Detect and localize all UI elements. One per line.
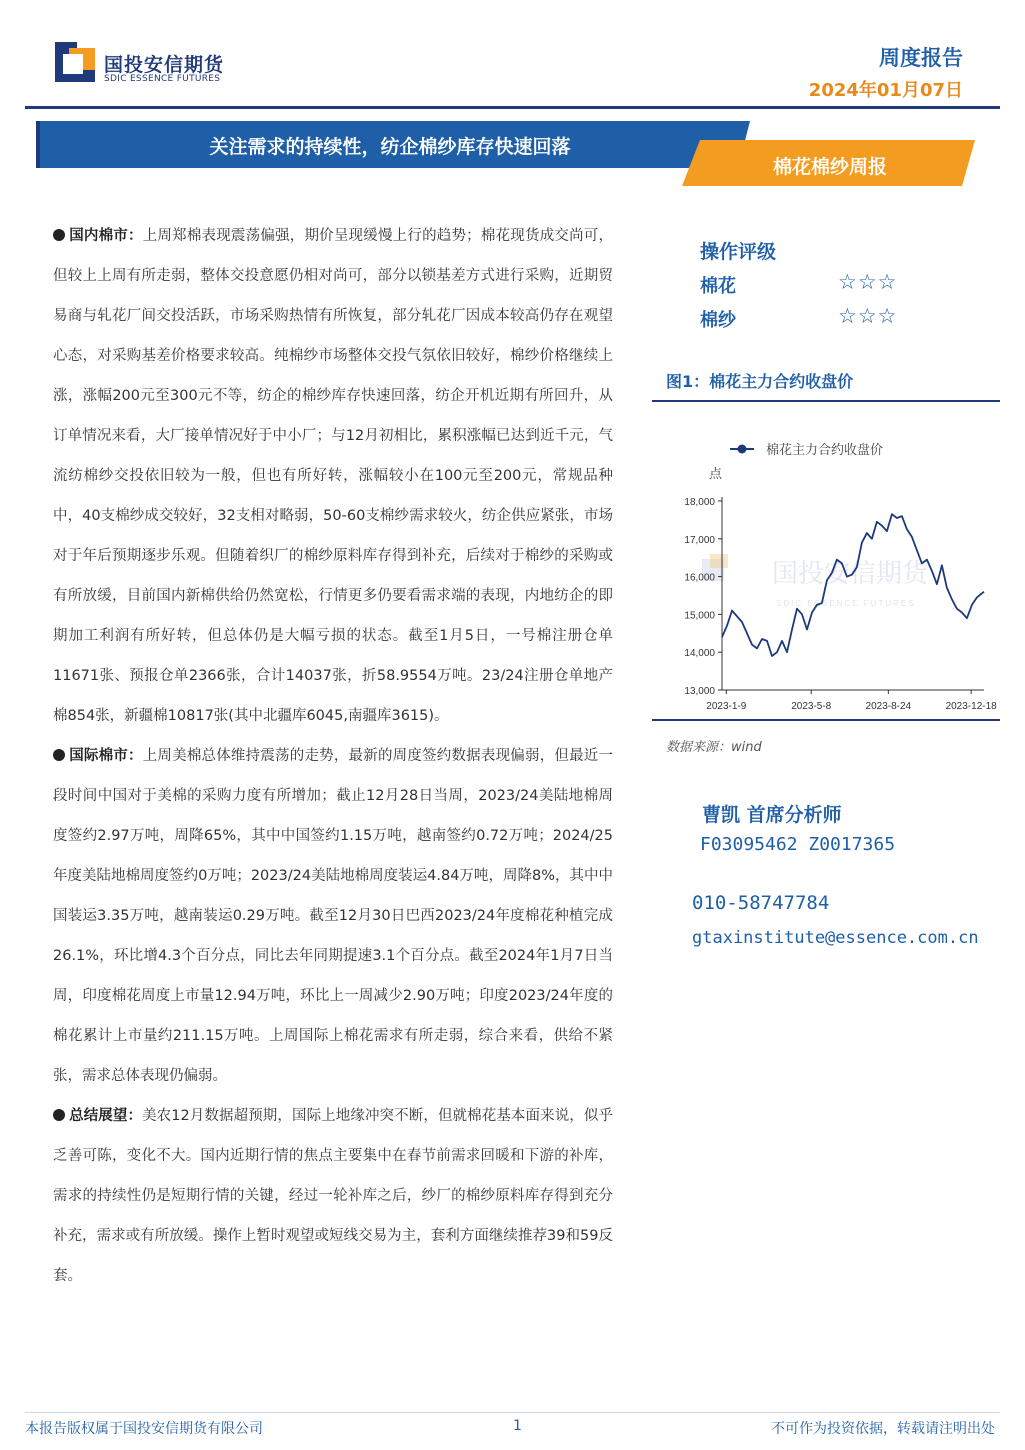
paragraph-heading: 国际棉市： xyxy=(69,748,143,764)
page-number: 1 xyxy=(513,1418,522,1434)
paragraph-text: 上周郑棉表现震荡偏强，期价呈现缓慢上行的趋势；棉花现货成交尚可，但较上上周有所走弱，整体交投意愿仍相对尚可，部分以锁基差方式进行采购，近期贸易商与轧花厂间交投活跃，市场采购热情有所恢复，部分轧花厂因成本较高仍存在观望心态，对采购基差价格要求较高。纯棉纱市场整体交投气氛依旧较好，棉纱价格继续上涨，涨幅200元至300元不等，纺企的棉纱库存快速回落，纺企开机近期有所回升，从订单情况来看，大厂接单情况好于中小厂；与12月初相比，累积涨幅已达到近千元，气流纺棉纱交投依旧较为一般，但也有所好转，涨幅较小在100元至200元，常规品种中，40支棉纱成交较好，32支相对略弱，50-60支棉纱需求较火，纺企供应紧张，市场对于年后预期逐步乐观。但随着织厂的棉纱原料库存得到补充，后续对于棉纱的采购或有所放缓，目前国内新棉供给仍然宽松，行情更多仍要看需求端的表现，内地纺企的即期加工利润有所好转，但总体仍是大幅亏损的状态。截至1月5日，一号棉注册仓单11671张、预报仓单2366张，合计14037张，折58.9554万吨。23/24注册仓单地产棉854张，新疆棉10817张(其中北疆库6045,南疆库3615)。 xyxy=(53,228,613,724)
figure-rule-top xyxy=(652,400,1000,402)
analyst-email[interactable]: gtaxinstitute@essence.com.cn xyxy=(692,928,979,948)
paragraph-domestic xyxy=(53,216,613,736)
rating-label-cotton: 棉花 xyxy=(700,276,736,297)
paragraph-heading: 总结展望： xyxy=(69,1108,143,1124)
y-tick-label: 16,000 xyxy=(684,572,715,584)
x-tick-label: 2023-12-18 xyxy=(945,701,997,712)
chart-legend xyxy=(730,442,883,458)
x-tick-label: 2023-1-9 xyxy=(706,701,747,712)
report-body xyxy=(53,216,613,1296)
figure-rule-bottom xyxy=(652,719,1000,721)
report-headline: 关注需求的持续性，纺企棉纱库存快速回落 xyxy=(209,136,571,158)
footer-divider xyxy=(25,1412,1000,1413)
x-tick-label: 2023-8-24 xyxy=(865,701,912,712)
footer-copyright: 本报告版权属于国投安信期货有限公司 xyxy=(25,1421,263,1437)
x-tick-label: 2023-5-8 xyxy=(791,701,832,712)
company-name-en: SDIC ESSENCE FUTURES xyxy=(104,74,221,84)
watermark-text-en: SDIC ESSENCE FUTURES xyxy=(776,599,916,608)
paragraph-outlook xyxy=(53,1096,613,1296)
y-axis-unit: 点 xyxy=(709,467,723,482)
paragraph-text: 美农12月数据超预期，国际上地缘冲突不断，但就棉花基本面来说，似乎乏善可陈，变化不大。国内近期行情的焦点主要集中在春节前需求回暖和下游的补库，需求的持续性仍是短期行情的关键，经过一轮补库之后，纱厂的棉纱原料库存得到充分补充，需求或有所放缓。操作上暂时观望或短线交易为主，套利方面继续推荐39和59反套。 xyxy=(53,1108,613,1284)
watermark-text: 国投安信期货 xyxy=(772,558,929,588)
rating-label-yarn: 棉纱 xyxy=(700,310,736,331)
paragraph-international xyxy=(53,736,613,1096)
rating-stars-cotton: ☆☆☆ xyxy=(838,270,898,294)
report-date: 2024年01月07日 xyxy=(808,80,963,101)
bullet-icon xyxy=(53,229,65,241)
bullet-icon xyxy=(53,749,65,761)
figure-title: 图1：棉花主力合约收盘价 xyxy=(666,372,854,391)
report-series: 棉花棉纱周报 xyxy=(772,156,887,178)
figure-source: 数据来源：wind xyxy=(666,740,762,755)
y-tick-label: 15,000 xyxy=(684,610,715,622)
y-tick-label: 14,000 xyxy=(684,648,715,660)
paragraph-heading: 国内棉市： xyxy=(69,228,143,244)
y-tick-label: 13,000 xyxy=(684,686,715,697)
header-divider xyxy=(25,106,1000,109)
analyst-name: 曹凯 首席分析师 xyxy=(702,804,842,826)
y-tick-label: 17,000 xyxy=(684,534,715,546)
legend-marker xyxy=(738,445,747,454)
analyst-license: F03095462 Z0017365 xyxy=(700,834,896,855)
y-tick-label: 18,000 xyxy=(684,497,715,508)
company-logo xyxy=(55,42,95,82)
cotton-price-chart xyxy=(652,404,1000,718)
footer-disclaimer: 不可作为投资依据，转载请注明出处 xyxy=(771,1421,995,1437)
rating-title: 操作评级 xyxy=(700,241,777,263)
rating-stars-yarn: ☆☆☆ xyxy=(838,304,898,328)
bullet-icon xyxy=(53,1109,65,1121)
analyst-phone: 010-58747784 xyxy=(692,892,830,914)
watermark xyxy=(702,554,930,608)
paragraph-text: 上周美棉总体维持震荡的走势，最新的周度签约数据表现偏弱，但最近一段时间中国对于美棉的采购力度有所增加；截止12月28日当周，2023/24美陆地棉周度签约2.97万吨，周降65%，其中中国签约1.15万吨，越南签约0.72万吨；2024/25年度美陆地棉周度签约0万吨；2023/24美陆地棉周度装运4.84万吨，周降8%，其中中国装运3.35万吨，越南装运0.29万吨。截至12月30日巴西2023/24年度棉花种植完成26.1%，环比增4.3个百分点，同比去年同期提速3.1个百分点。截至2024年1月7日当周，印度棉花周度上市量12.94万吨，环比上一周减少2.90万吨；印度2023/24年度的棉花累计上市量约211.15万吨。上周国际上棉花需求有所走弱，综合来看，供给不紧张，需求总体表现仍偏弱。 xyxy=(53,748,613,1084)
legend-label: 棉花主力合约收盘价 xyxy=(766,443,884,458)
report-type: 周度报告 xyxy=(879,46,963,70)
company-name: 国投安信期货 xyxy=(104,54,225,76)
